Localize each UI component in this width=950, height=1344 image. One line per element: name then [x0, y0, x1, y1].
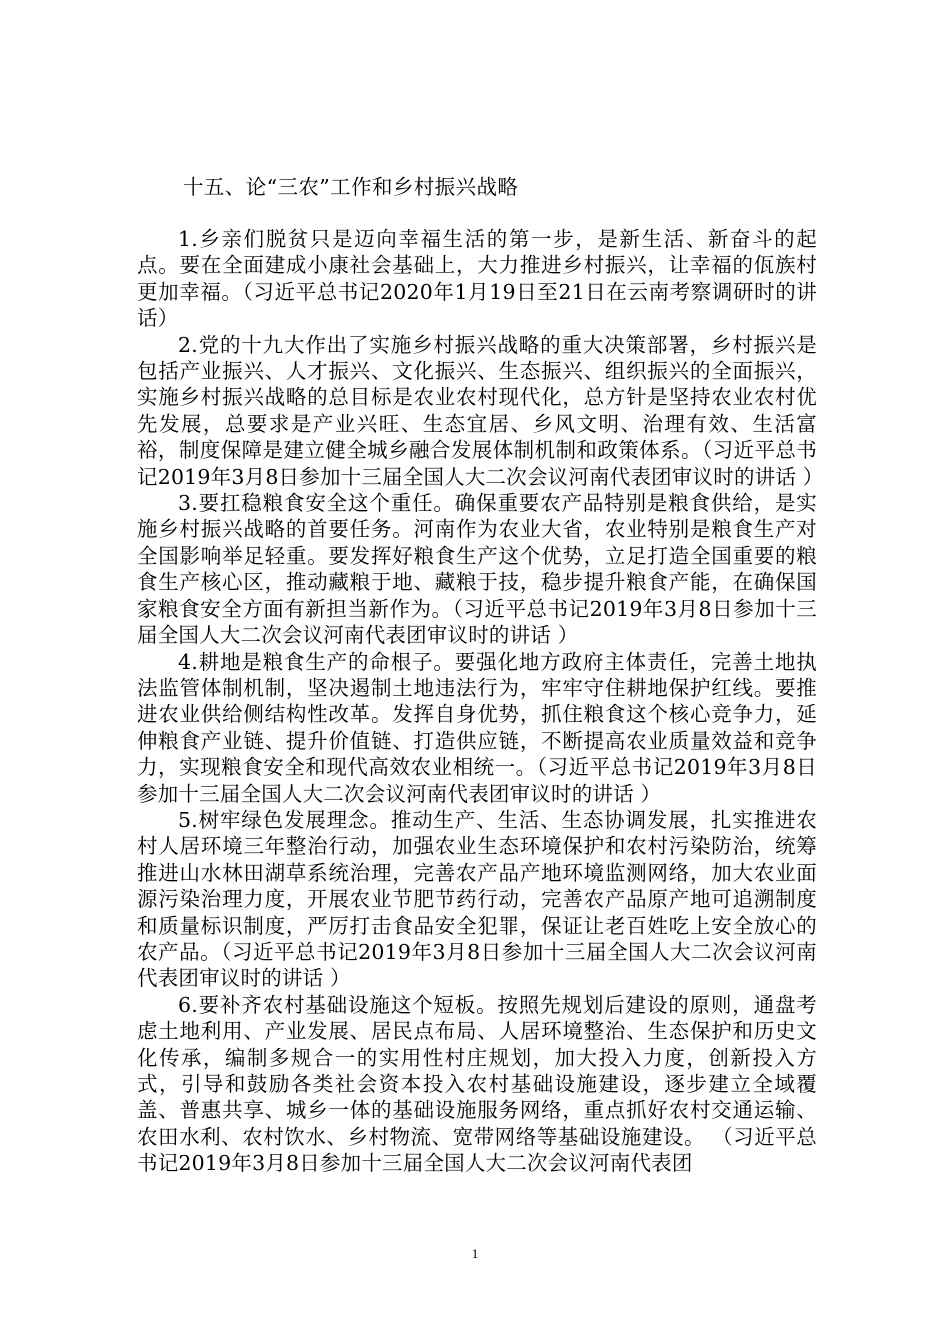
- paragraph-1: [137, 226, 817, 332]
- document-body: [137, 226, 824, 1177]
- paragraph-6: [137, 992, 817, 1177]
- paragraph-text: 3.要扛稳粮食安全这个重任。确保重要农产品特别是粮食供给，是实施乡村振兴战略的首要任务。河南作为农业大省，农业特别是粮食生产对全国影响举足轻重。要发挥好粮食生产这个优势，立足打造全国重要的粮食生产核心区，推动藏粮于地、藏粮于技，稳步提升粮食产能，在确保国家粮食安全方面有新担当新作为。: [137, 491, 817, 621]
- paragraph-text: 1.乡亲们脱贫只是迈向幸福生活的第一步，是新生活、新奋斗的起点。要在全面建成小康社会基础上，大力推进乡村振兴，让幸福的佤族村更加幸福。: [137, 227, 817, 304]
- paragraph-citation: （习近平总书记2019年3月8日参加十三届全国人大二次会议河南代表团审议时的讲话 ）: [137, 596, 817, 648]
- paragraph-citation: （习近平总书记2019年3月8日参加十三届全国人大二次会议河南代表团审议时的讲话 ）: [137, 755, 817, 806]
- page-number: 1: [471, 1246, 479, 1261]
- paragraph-2: [137, 332, 824, 490]
- paragraph-5: [137, 807, 817, 992]
- paragraph-3: [137, 490, 817, 648]
- paragraph-text: 2.党的十九大作出了实施乡村振兴战略的重大决策部署，乡村振兴是包括产业振兴、人才振兴、文化振兴、生态振兴、组织振兴的全面振兴，实施乡村振兴战略的总目标是农业农村现代化，总方针是坚持农业农村优先发展，总要求是产业兴旺、生态宜居、乡风文明、治理有效、生活富裕，制度保障是建立健全城乡融合发展体制机制和政策体系。: [137, 332, 817, 463]
- paragraph-text: 6.要补齐农村基础设施这个短板。按照先规划后建设的原则，通盘考虑土地利用、产业发展、居民点布局、人居环境整治、生态保护和历史文化传承，编制多规合一的实用性村庄规划，加大投入力度，创新投入方式，引导和鼓励各类社会资本投入农村基础设施建设，逐步建立全域覆盖、普惠共享、城乡一体的基础设施服务网络，重点抓好农村交通运输、农田水利、农村饮水、乡村物流、宽带网络等基础设施建设。: [137, 992, 817, 1149]
- paragraph-citation: （习近平总书记2020年1月19日至21日在云南考察调研时的讲话）: [137, 279, 817, 331]
- paragraph-citation: （习近平总书记2019年3月8日参加十三届全国人大二次会议河南代表团审议时的讲话 ）: [137, 438, 824, 489]
- paragraph-text: 5.树牢绿色发展理念。推动生产、生活、生态协调发展，扎实推进农村人居环境三年整治行动，加强农业生态环境保护和农村污染防治，统筹推进山水林田湖草系统治理，完善农产品产地环境监测网络，加大农业面源污染治理力度，开展农业节肥节药行动，完善农产品原产地可追溯制度和质量标识制度，严厉打击食品安全犯罪，保证让老百姓吃上安全放心的农产品。: [137, 807, 817, 964]
- section-title: 十五、论“三农”工作和乡村振兴战略: [183, 175, 519, 199]
- paragraph-text: 4.耕地是粮食生产的命根子。要强化地方政府主体责任，完善土地执法监管体制机制，坚决遏制土地违法行为，牢牢守住耕地保护红线。要推进农业供给侧结构性改革。发挥自身优势，抓住粮食这个核心竞争力，延伸粮食产业链、提升价值链、打造供应链，不断提高农业质量效益和竞争力，实现粮食安全和现代高效农业相统一。: [137, 649, 817, 780]
- paragraph-citation: （习近平总书记2019年3月8日参加十三届全国人大二次会议河南代表团: [137, 1124, 817, 1176]
- paragraph-4: [137, 649, 817, 807]
- paragraph-citation: （习近平总书记2019年3月8日参加十三届全国人大二次会议河南代表团审议时的讲话 ）: [137, 939, 817, 991]
